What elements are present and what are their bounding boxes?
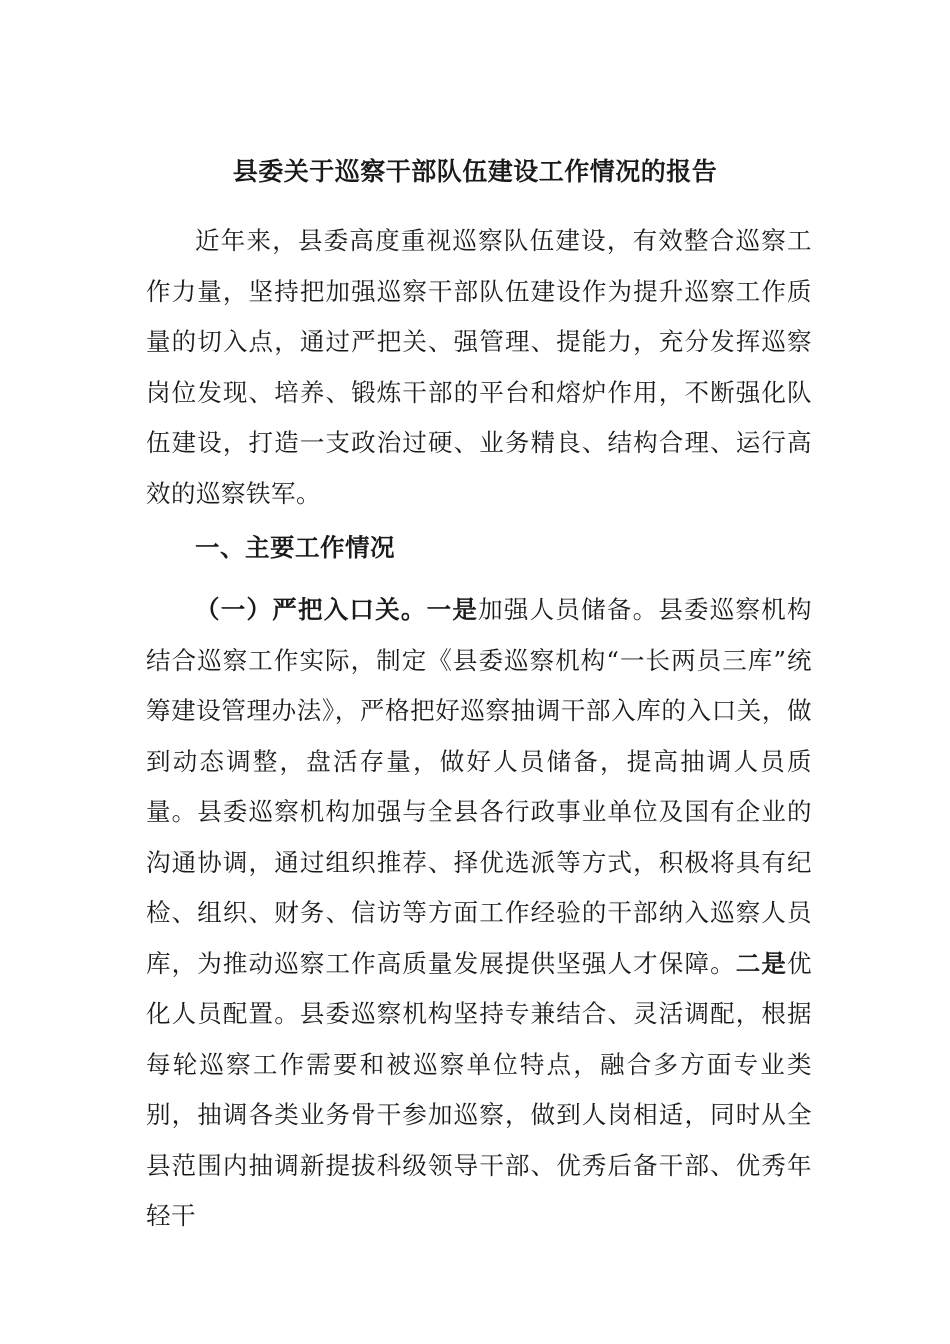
section1-text: [146, 585, 812, 1242]
point1-label: 一是: [426, 595, 479, 624]
point2-label: 二是: [735, 948, 787, 978]
section1-lead: （一）严把入口关。: [195, 595, 427, 624]
point2-text: 优化人员配置。县委巡察机构坚持专兼结合、灵活调配，根据每轮巡察工作需要和被巡察单位特点，融合多方面专业类别，抽调各类业务骨干参加巡察，做到人岗相适，同时从全县范围内抽调新提拔科级领导干部、优秀后备干部、优秀年轻干: [146, 948, 812, 1230]
point1-text: 加强人员储备。县委巡察机构结合巡察工作实际，制定《县委巡察机构“一长两员三库”统筹建设管理办法》，严格把好巡察抽调干部入库的入口关，做到动态调整，盘活存量，做好人员储备，提高抽调人员质量。县委巡察机构加强与全县各行政事业单位及国有企业的沟通协调，通过组织推荐、择优选派等方式，积极将具有纪检、组织、财务、信访等方面工作经验的干部纳入巡察人员库，为推动巡察工作高质量发展提供坚强人才保障。: [146, 595, 813, 978]
document-title: 县委关于巡察干部队伍建设工作情况的报告: [232, 157, 718, 186]
intro-paragraph: [146, 216, 812, 519]
section-heading-main-work: 一、主要工作情况: [195, 533, 395, 562]
section1-paragraph: [146, 585, 812, 1242]
intro-text: 近年来，县委高度重视巡察队伍建设，有效整合巡察工作力量，坚持把加强巡察干部队伍建设作为提升巡察工作质量的切入点，通过严把关、强管理、提能力，充分发挥巡察岗位发现、培养、锻炼干部的平台和熔炉作用，不断强化队伍建设，打造一支政治过硬、业务精良、结构合理、运行高效的巡察铁军。: [146, 226, 812, 508]
